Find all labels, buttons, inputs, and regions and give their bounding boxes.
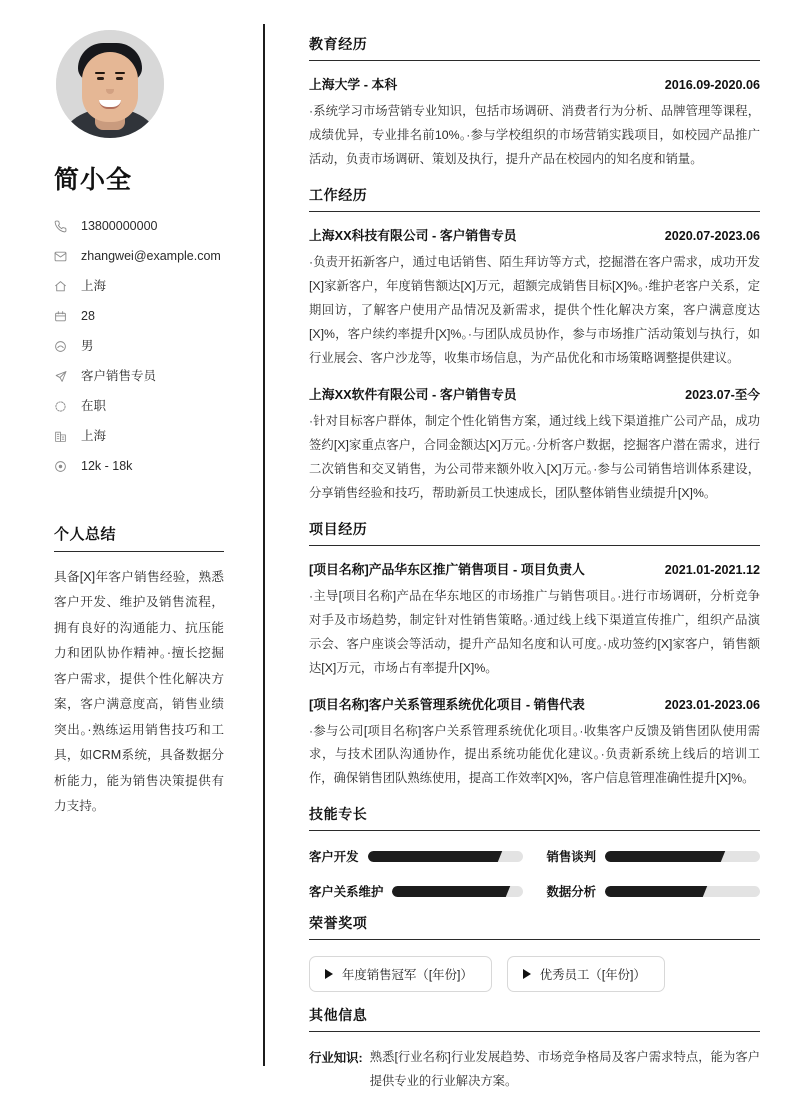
entry-title: 上海XX科技有限公司 - 客户销售专员 (309, 227, 517, 243)
sidebar (0, 0, 264, 1106)
award-label: 年度销售冠军（[年份]） (342, 968, 473, 983)
other-info-label: 行业知识: (309, 1051, 363, 1066)
entry-header (309, 559, 760, 578)
coin-icon (54, 460, 72, 473)
section-heading-awards: 荣誉奖项 (309, 913, 760, 940)
contact-row-salary (54, 454, 230, 479)
entry-header (309, 384, 760, 403)
skill-label: 数据分析 (546, 885, 597, 900)
contact-row-location (54, 274, 230, 299)
contact-value-position: 客户销售专员 (81, 368, 157, 383)
entry-description: ·参与公司[项目名称]客户关系管理系统优化项目。·收集客户反馈及销售团队使用需求，与技术团队沟通协作，提出系统功能优化建议。·负责新系统上线后的培训工作，确保销售团队熟练使用，提高工作效率[X]%，客户信息管理准确性提升[X]%。 (309, 723, 760, 786)
other-info-text: 熟悉[行业名称]行业发展趋势、市场竞争格局及客户需求特点，能为客户提供专业的行业解决方案。 (369, 1050, 760, 1089)
entry-description: ·负责开拓新客户，通过电话销售、陌生拜访等方式，挖掘潜在客户需求，成功开发[X]家新客户，年度销售额达[X]万元，超额完成销售目标[X]%。·维护老客户关系，定期回访，了解客户使用产品情况及新需求，提供个性化解决方案，客户满意度达[X]%，客户续约率提升[X]%。·与团队成员协作，参与市场推广活动策划与执行，如行业展会、客户沙龙等，收集市场信息，为产品优化和市场策略调整提供建议。 (309, 254, 760, 365)
skill-progress-fill (368, 851, 495, 862)
skill-label: 客户开发 (309, 850, 359, 865)
entry-header (309, 74, 760, 93)
award-label: 优秀员工（[年份]） (539, 968, 646, 983)
skill-label: 客户关系维护 (309, 885, 384, 900)
entry-date: 2023.01-2023.06 (664, 697, 760, 712)
envelope-icon (54, 250, 72, 263)
summary-section (54, 523, 230, 819)
entry-header (309, 225, 760, 244)
education-entry (309, 74, 760, 172)
entry-date: 2021.01-2021.12 (664, 562, 760, 577)
contact-row-age (54, 304, 230, 329)
work-entry (309, 384, 760, 506)
entry-date: 2020.07-2023.06 (664, 228, 760, 243)
other-info-row (309, 1046, 760, 1094)
section-work (309, 185, 760, 506)
building-icon (54, 430, 72, 443)
phone-icon (54, 220, 72, 233)
skill-progress-fill (605, 886, 700, 897)
skill-row (547, 882, 761, 900)
contact-row-email (54, 244, 230, 269)
contact-value-gender: 男 (81, 338, 94, 353)
home-icon (54, 280, 72, 293)
entry-date: 2023.07-至今 (685, 387, 760, 402)
work-entry (309, 225, 760, 371)
entry-date: 2016.09-2020.06 (664, 78, 760, 92)
section-awards (309, 913, 760, 992)
contact-value-status: 在职 (81, 398, 107, 413)
section-education (309, 34, 760, 172)
skill-row (309, 882, 523, 900)
status-refresh-icon (54, 400, 72, 413)
entry-description: ·针对目标客户群体，制定个性化销售方案，通过线上线下渠道推广公司产品，成功签约[X]家重点客户，合同金额达[X]万元。·分析客户数据，挖掘客户潜在需求，进行二次销售和交叉销售，为公司带来额外收入[X]万元。·参与公司销售培训体系建设，分享销售经验和技巧，帮助新员工快速成长，团队整体销售业绩提升[X]%。 (309, 413, 760, 500)
skill-progress-bar (368, 851, 523, 862)
section-skills (309, 804, 760, 900)
skill-progress-bar (605, 851, 760, 862)
awards-row (309, 956, 760, 992)
contact-value-phone: 13800000000 (81, 218, 158, 233)
contact-row-status (54, 394, 230, 419)
skill-progress-fill (392, 886, 503, 897)
summary-text: 具备[X]年客户销售经验，熟悉客户开发、维护及销售流程，拥有良好的沟通能力、抗压能力和团队协作精神。·擅长挖掘客户需求，提供个性化解决方案，客户满意度高，销售业绩突出。·熟练运用销售技巧和工具，如CRM系统，具备数据分析能力，能为销售决策提供有力支持。 (54, 570, 224, 813)
skill-label: 销售谈判 (546, 850, 597, 865)
contact-row-city (54, 424, 230, 449)
skills-grid (309, 847, 760, 900)
contact-info-list (54, 214, 230, 479)
skill-progress-bar (392, 886, 522, 897)
contact-row-gender (54, 334, 230, 359)
skill-progress-bar (605, 886, 760, 897)
project-entry (309, 694, 760, 792)
section-heading-education: 教育经历 (309, 34, 760, 61)
page-title: 简小全 (54, 166, 133, 194)
contact-value-salary: 12k - 18k (81, 458, 133, 473)
contact-value-email: zhangwei@example.com (81, 248, 221, 263)
section-heading-skills: 技能专长 (309, 804, 760, 831)
contact-value-age: 28 (81, 308, 95, 323)
entry-title: [项目名称]客户关系管理系统优化项目 - 销售代表 (309, 696, 585, 712)
gender-icon (54, 340, 72, 353)
entry-description: ·系统学习市场营销专业知识，包括市场调研、消费者行为分析、品牌管理等课程，成绩优异，专业排名前10%。·参与学校组织的市场营销实践项目，如校园产品推广活动，负责市场调研、策划及执行，提升产品在校园内的知名度和销量。 (309, 104, 760, 166)
section-projects (309, 519, 760, 792)
section-heading-work: 工作经历 (309, 185, 760, 212)
triangle-right-icon (523, 969, 531, 979)
entry-header (309, 694, 760, 713)
main-content (264, 0, 794, 1106)
award-badge[interactable] (507, 956, 665, 992)
triangle-right-icon (325, 969, 333, 979)
contact-row-position (54, 364, 230, 389)
skill-row (547, 847, 761, 865)
entry-title: [项目名称]产品华东区推广销售项目 - 项目负责人 (309, 561, 585, 577)
avatar-photo (56, 30, 164, 138)
section-other-info (309, 1005, 760, 1094)
section-heading-projects: 项目经历 (309, 519, 760, 546)
contact-value-location: 上海 (81, 278, 107, 293)
entry-title: 上海大学 - 本科 (309, 77, 398, 92)
project-entry (309, 559, 760, 681)
entry-title: 上海XX软件有限公司 - 客户销售专员 (309, 386, 517, 402)
paper-plane-icon (54, 370, 72, 383)
avatar (56, 30, 164, 138)
section-heading-other: 其他信息 (309, 1005, 760, 1032)
skill-row (309, 847, 523, 865)
summary-heading: 个人总结 (54, 523, 224, 552)
award-badge[interactable] (309, 956, 492, 992)
contact-value-city: 上海 (81, 428, 107, 443)
skill-progress-fill (605, 851, 718, 862)
entry-description: ·主导[项目名称]产品在华东地区的市场推广与销售项目。·进行市场调研，分析竞争对手及市场趋势，制定针对性销售策略。·通过线上线下渠道宣传推广，组织产品演示会、客户座谈会等活动，提升产品知名度和认可度。·成功签约[X]家客户，销售额达[X]万元，市场占有率提升[X]%。 (309, 588, 760, 675)
contact-row-phone (54, 214, 230, 239)
column-divider (263, 24, 265, 1066)
calendar-icon (54, 310, 72, 323)
